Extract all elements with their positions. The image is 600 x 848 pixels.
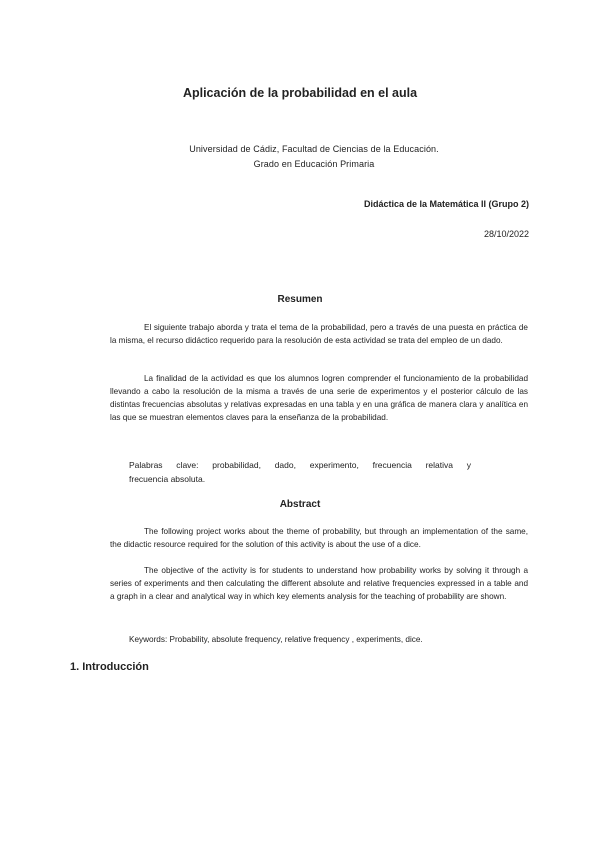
- affiliation-line: Universidad de Cádiz, Facultad de Ciencias de la Educación.: [189, 144, 439, 154]
- abstract-paragraph: The following project works about the theme of probability, but through an implementation of the same, the didactic resource required for the solution of this activity is about the use of a dice.: [110, 527, 528, 549]
- degree-line: Grado en Educación Primaria: [253, 159, 375, 169]
- abstract-paragraph: The objective of the activity is for students to understand how probability works by solving it through a series of experiments and then calculating the different absolute and relative frequencies expressed in a table and a graph in a clear and analytical way in which key elements analysis for the teaching of probability are shown.: [110, 566, 528, 601]
- resumen-paragraph: El siguiente trabajo aborda y trata el tema de la probabilidad, pero a través de una puesta en práctica de la misma, el recurso didáctico requerido para la resolución de esta actividad se trata del empleo de un dado.: [110, 323, 528, 345]
- resumen-paragraph: La finalidad de la actividad es que los alumnos logren comprender el funcionamiento de la probabilidad llevando a cabo la resolución de la misma a través de una serie de experimentos y el posterior cálculo de las distintas frecuencias absolutas y relativas expresadas en una tabla y en una gráfica de manera clara y analítica en las que se muestran elementos claves para la enseñanza de la probabilidad.: [110, 374, 528, 422]
- abstract-heading: Abstract: [279, 499, 321, 510]
- section-heading-introduccion: 1. Introducción: [70, 661, 149, 673]
- resumen-heading: Resumen: [277, 294, 323, 305]
- palabras-clave-continued: frecuencia absoluta.: [129, 474, 206, 484]
- keywords: Keywords: Probability, absolute frequency, relative frequency , experiments, dice.: [129, 635, 423, 644]
- paper-title: Aplicación de la probabilidad en el aula: [182, 86, 418, 100]
- palabras-clave: Palabras clave: probabilidad, dado, experimento, frecuencia relativa y: [129, 460, 471, 470]
- course-name: Didáctica de la Matemática II (Grupo 2): [363, 199, 529, 209]
- date: 28/10/2022: [483, 229, 529, 239]
